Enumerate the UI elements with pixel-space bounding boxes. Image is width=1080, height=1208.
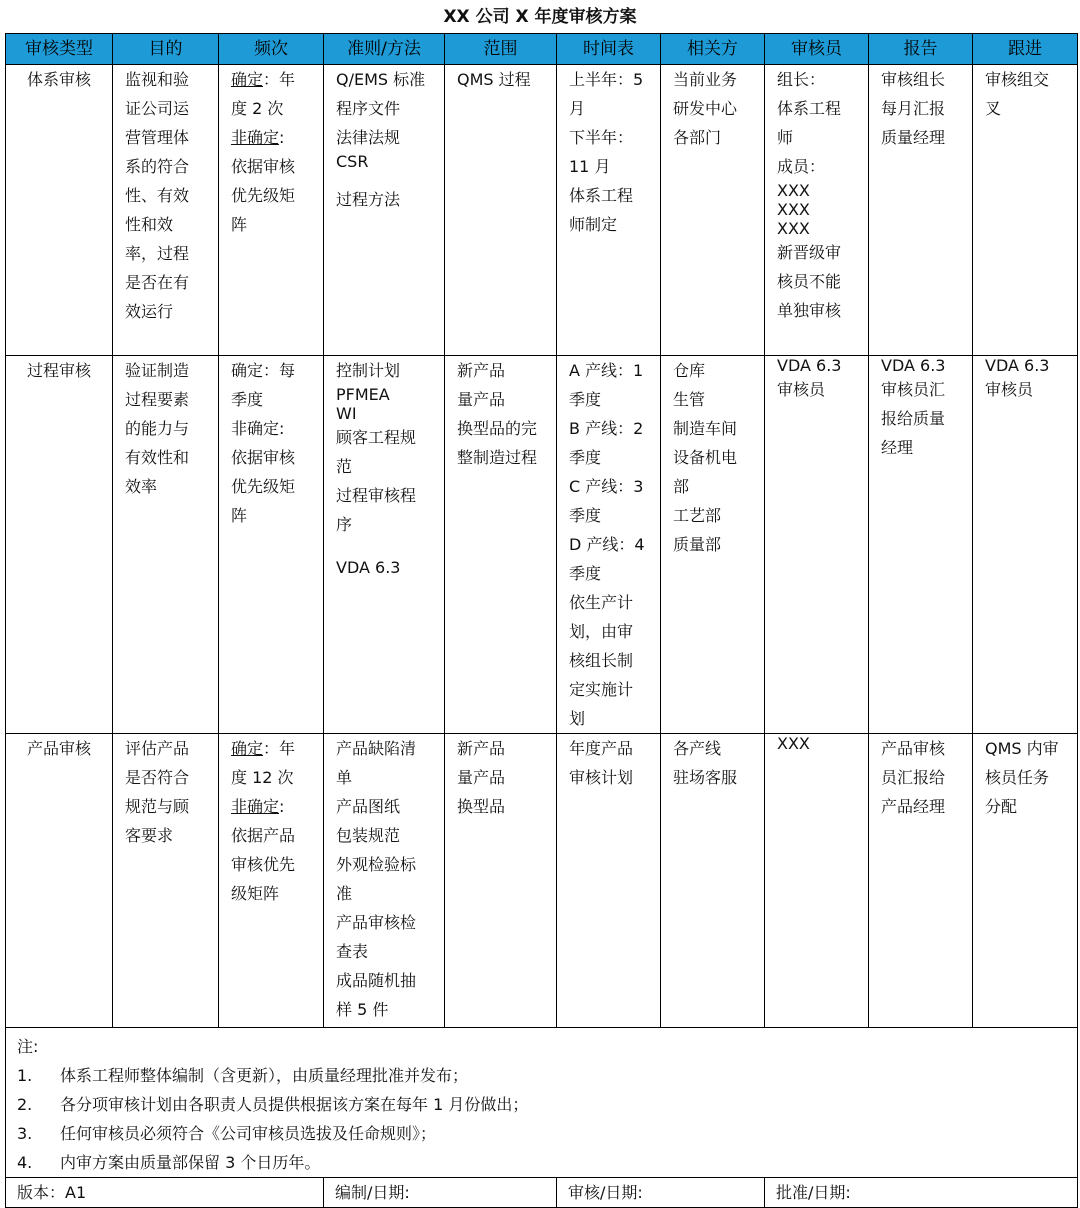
criteria-cell: 控制计划 PFMEA WI 顾客工程规 范 过程审核程 序 VDA 6.3 <box>324 356 445 734</box>
approved-date-field: 批准/日期: <box>765 1178 1078 1208</box>
parties-cell: 各产线 驻场客服 <box>661 734 765 1028</box>
scope-cell: 新产品 量产品 换型品 <box>445 734 557 1028</box>
column-header: 准则/方法 <box>324 34 445 65</box>
version-field: 版本：A1 <box>6 1178 324 1208</box>
auditor-cell: XXX <box>765 734 869 1028</box>
table-row <box>6 65 1078 356</box>
audit-type-cell: 体系审核 <box>6 65 113 356</box>
purpose-cell: 监视和验 证公司运 营管理体 系的符合 性、有效 性和效 率，过程 是否在有 效运行 <box>113 65 219 356</box>
note-item: 1. 体系工程师整体编制（含更新），由质量经理批准并发布； <box>17 1066 469 1085</box>
column-header: 相关方 <box>661 34 765 65</box>
note-item: 3. 任何审核员必须符合《公司审核员选拔及任命规则》； <box>17 1124 437 1143</box>
schedule-cell: 年度产品 审核计划 <box>557 734 661 1028</box>
column-header: 范围 <box>445 34 557 65</box>
purpose-cell: 评估产品 是否符合 规范与顾 客要求 <box>113 734 219 1028</box>
table-row <box>6 356 1078 734</box>
frequency-cell: 确定：年 度 2 次 非确定: 依据审核 优先级矩 阵 <box>219 65 324 356</box>
compiled-date-field: 编制/日期: <box>324 1178 557 1208</box>
followup-cell: 审核组交 叉 <box>973 65 1078 356</box>
column-header: 审核类型 <box>6 34 113 65</box>
criteria-cell: Q/EMS 标准 程序文件 法律法规 CSR 过程方法 <box>324 65 445 356</box>
auditor-cell: VDA 6.3 审核员 <box>765 356 869 734</box>
frequency-cell: 确定：年 度 12 次 非确定: 依据产品 审核优先 级矩阵 <box>219 734 324 1028</box>
column-header: 报告 <box>869 34 973 65</box>
report-cell: 审核组长 每月汇报 质量经理 <box>869 65 973 356</box>
notes-heading: 注: <box>17 1037 39 1056</box>
table-header-row <box>6 34 1078 65</box>
note-item: 4. 内审方案由质量部保留 3 个日历年。 <box>17 1153 321 1172</box>
scope-cell: 新产品 量产品 换型品的完 整制造过程 <box>445 356 557 734</box>
table-row <box>6 734 1078 1028</box>
report-cell: 产品审核 员汇报给 产品经理 <box>869 734 973 1028</box>
column-header: 审核员 <box>765 34 869 65</box>
column-header: 目的 <box>113 34 219 65</box>
audit-plan-table <box>5 33 1078 1208</box>
auditor-cell: 组长： 体系工程 师 成员： XXX XXX XXX 新晋级审 核员不能 单独审核 <box>765 65 869 356</box>
notes-cell <box>6 1028 1078 1178</box>
column-header: 跟进 <box>973 34 1078 65</box>
footer-row <box>6 1178 1078 1208</box>
followup-cell: QMS 内审 核员任务 分配 <box>973 734 1078 1028</box>
document-title: XX 公司 X 年度审核方案 <box>443 7 637 27</box>
scope-cell: QMS 过程 <box>445 65 557 356</box>
notes-row <box>6 1028 1078 1178</box>
column-header: 频次 <box>219 34 324 65</box>
parties-cell: 仓库 生管 制造车间 设备机电 部 工艺部 质量部 <box>661 356 765 734</box>
schedule-cell: 上半年：5 月 下半年： 11 月 体系工程 师制定 <box>557 65 661 356</box>
followup-cell: VDA 6.3 审核员 <box>973 356 1078 734</box>
audit-type-cell: 过程审核 <box>6 356 113 734</box>
schedule-cell: A 产线：1 季度 B 产线：2 季度 C 产线：3 季度 D 产线：4 季度 依生产计 划，由审 核组长制 定实施计 划 <box>557 356 661 734</box>
note-item: 2. 各分项审核计划由各职责人员提供根据该方案在每年 1 月份做出； <box>17 1095 529 1114</box>
column-header: 时间表 <box>557 34 661 65</box>
parties-cell: 当前业务 研发中心 各部门 <box>661 65 765 356</box>
criteria-cell: 产品缺陷清 单 产品图纸 包装规范 外观检验标 准 产品审核检 查表 成品随机抽 样 5 件 <box>324 734 445 1028</box>
audit-type-cell: 产品审核 <box>6 734 113 1028</box>
frequency-cell: 确定：每 季度 非确定: 依据审核 优先级矩 阵 <box>219 356 324 734</box>
purpose-cell: 验证制造 过程要素 的能力与 有效性和 效率 <box>113 356 219 734</box>
reviewed-date-field: 审核/日期: <box>557 1178 765 1208</box>
report-cell: VDA 6.3 审核员汇 报给质量 经理 <box>869 356 973 734</box>
